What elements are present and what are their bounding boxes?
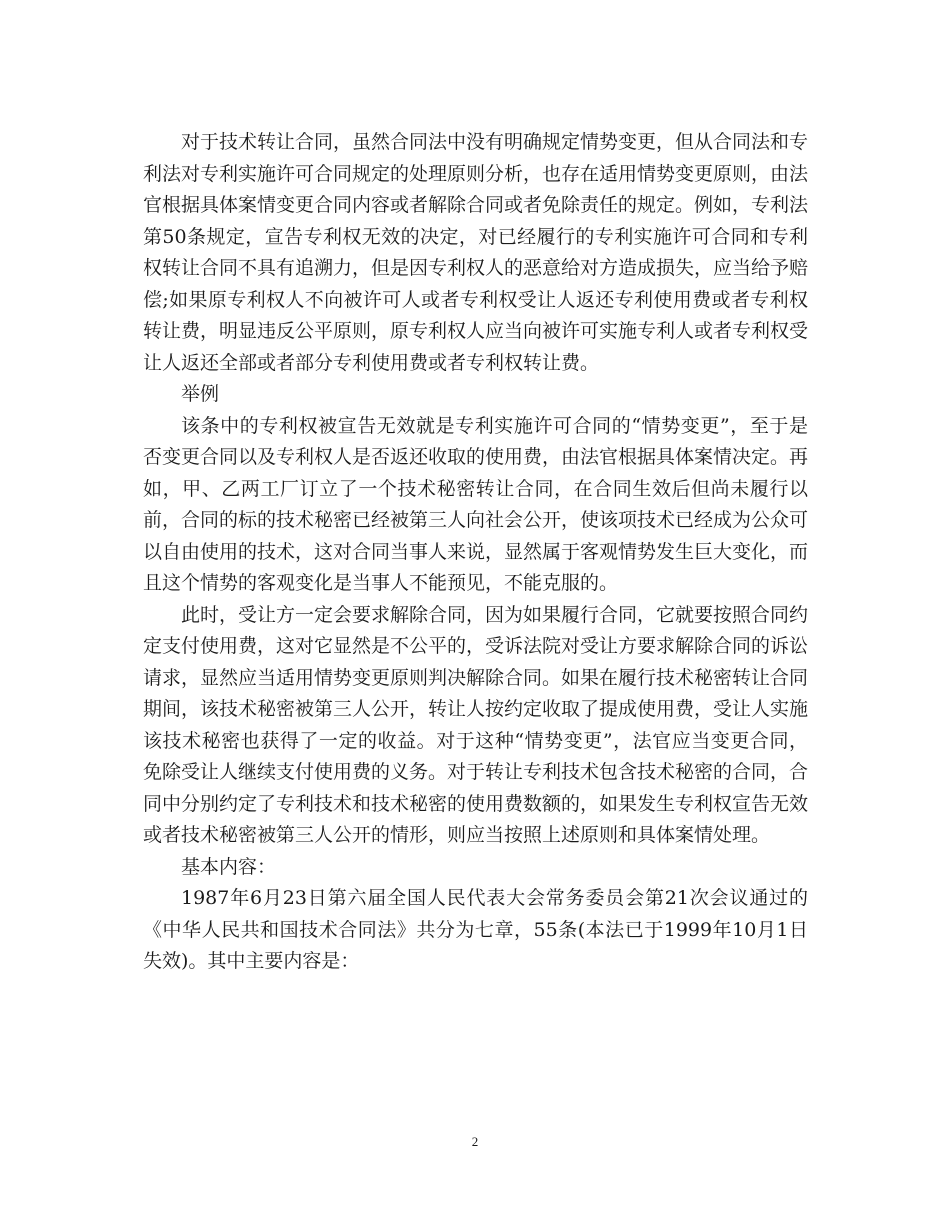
document-body — [143, 127, 808, 978]
paragraph-technology-contract-law: 1987年6月23日第六届全国人民代表大会常务委员会第21次会议通过的《中华人民共和国技术合同法》共分为七章，55条(本法已于1999年10月1日失效)。其中主要内容是： — [143, 887, 808, 972]
paragraph-example-heading: 举例 — [181, 383, 220, 405]
paragraph-basic-content-heading: 基本内容： — [181, 855, 277, 878]
paragraph-technology-transfer: 对于技术转让合同，虽然合同法中没有明确规定情势变更，但从合同法和专利法对专利实施许可合同规定的处理原则分析，也存在适用情势变更原则，由法官根据具体案情变更合同内容或者解除合同或者免除责任的规定。例如，专利法第50条规定，宣告专利权无效的决定，对已经履行的专利实施许可合同和专利权转让合同不具有追溯力，但是因专利权人的恶意给对方造成损失，应当给予赔偿;如果原专利权人不向被许可人或者专利权受让人返还专利使用费或者专利权转让费，明显违反公平原则，原专利权人应当向被许可实施专利人或者专利权受让人返还全部或者部分专利使用费或者专利权转让费。 — [143, 131, 809, 374]
paragraph-patent-invalidation: 该条中的专利权被宣告无效就是专利实施许可合同的“情势变更”，至于是否变更合同以及专利权人是否返还收取的使用费，由法官根据具体案情决定。再如，甲、乙两工厂订立了一个技术秘密转让合同，在合同生效后但尚未履行以前，合同的标的技术秘密已经被第三人向社会公开，使该项技术已经成为公众可以自由使用的技术，这对合同当事人来说，显然属于客观情势发生巨大变化，而且这个情势的客观变化是当事人不能预见，不能克服的。 — [143, 414, 809, 594]
paragraph-transferee-rescission: 此时，受让方一定会要求解除合同，因为如果履行合同，它就要按照合同约定支付使用费，这对它显然是不公平的，受诉法院对受让方要求解除合同的诉讼请求，显然应当适用情势变更原则判决解除合同。如果在履行技术秘密转让合同期间，该技术秘密被第三人公开，转让人按约定收取了提成使用费，受让人实施该技术秘密也获得了一定的收益。对于这种“情势变更”，法官应当变更合同，免除受让人继续支付使用费的义务。对于转让专利技术包含技术秘密的合同，合同中分别约定了专利技术和技术秘密的使用费数额的，如果发生专利权宣告无效或者技术秘密被第三人公开的情形，则应当按照上述原则和具体案情处理。 — [143, 603, 809, 846]
page-number: 2 — [471, 1134, 479, 1149]
